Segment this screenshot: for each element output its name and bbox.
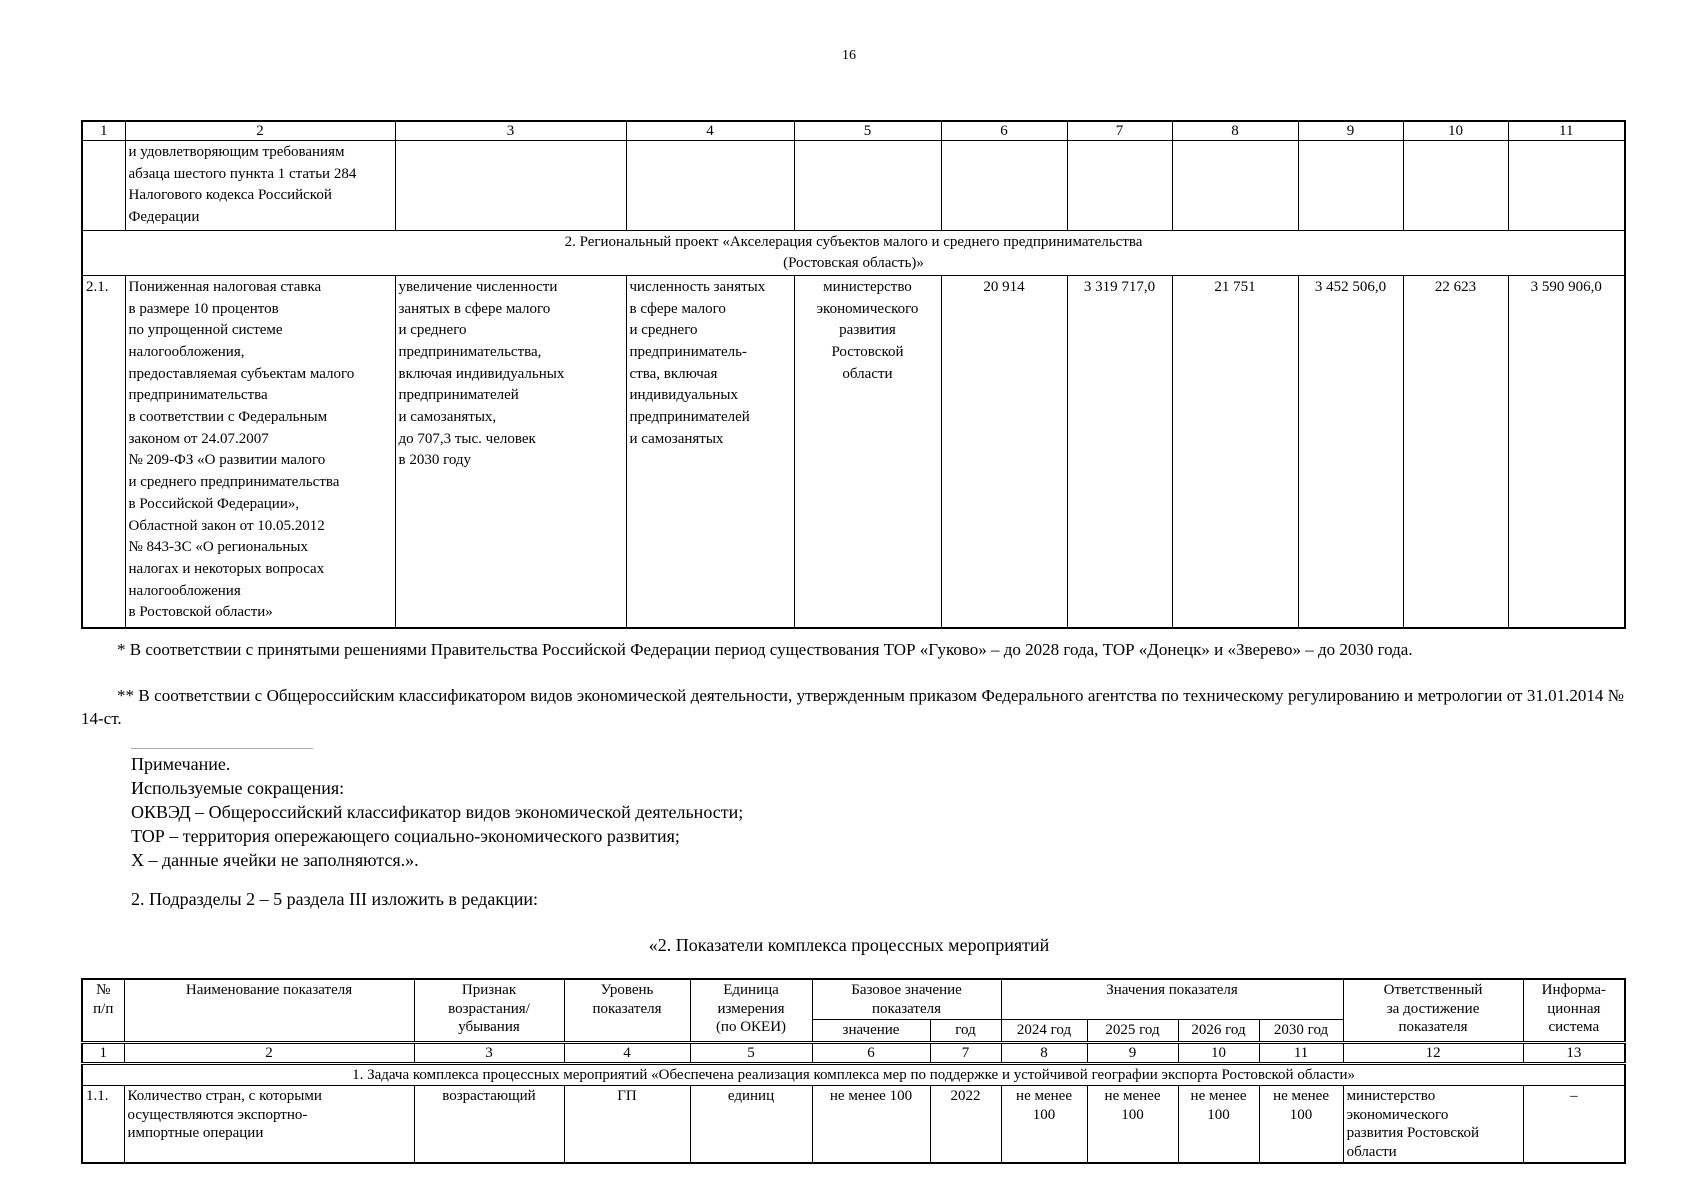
header-sign: Признак возрастания/ убывания bbox=[414, 979, 564, 1042]
task-header: 1. Задача комплекса процессных мероприятий «Обеспечена реализация комплекса мер по поддержке и устойчивой географии экспорта Ростовской области» bbox=[82, 1063, 1625, 1086]
value-2030: не менее 100 bbox=[1259, 1086, 1343, 1164]
col-number: 2 bbox=[124, 1042, 414, 1063]
col-number: 8 bbox=[1001, 1042, 1087, 1063]
col-number: 9 bbox=[1298, 121, 1403, 141]
table-cell bbox=[1298, 141, 1403, 231]
measure-indicator: численность занятых в сфере малого и среднего предприниматель- ства, включая индивидуальных предпринимателей и самозанятых bbox=[626, 275, 794, 628]
col-number: 8 bbox=[1172, 121, 1298, 141]
table-row bbox=[82, 275, 1625, 628]
header-2030: 2030 год bbox=[1259, 1020, 1343, 1043]
base-value: не менее 100 bbox=[812, 1086, 930, 1164]
col-number: 6 bbox=[941, 121, 1067, 141]
table-cell bbox=[626, 141, 794, 231]
table-cell: и удовлетворяющим требованиям абзаца шестого пункта 1 статьи 284 Налогового кодекса Российской Федерации bbox=[125, 141, 395, 231]
col-number: 12 bbox=[1343, 1042, 1523, 1063]
value-cell: 3 319 717,0 bbox=[1067, 275, 1172, 628]
value-cell: 3 452 506,0 bbox=[1298, 275, 1403, 628]
measure-goal: увеличение численности занятых в сфере малого и среднего предпринимательства, включая индивидуальных предпринимателей и самозанятых, до 707,3 тыс. человек в 2030 году bbox=[395, 275, 626, 628]
responsible-body: министерство экономического развития Ростовской области bbox=[1343, 1086, 1523, 1164]
col-number: 11 bbox=[1259, 1042, 1343, 1063]
col-number: 1 bbox=[82, 1042, 124, 1063]
col-number: 7 bbox=[1067, 121, 1172, 141]
indicator-sign: возрастающий bbox=[414, 1086, 564, 1164]
header-num: № п/п bbox=[82, 979, 124, 1042]
header-2026: 2026 год bbox=[1178, 1020, 1259, 1043]
col-number: 6 bbox=[812, 1042, 930, 1063]
col-number: 3 bbox=[414, 1042, 564, 1063]
divider bbox=[131, 748, 313, 749]
col-number: 9 bbox=[1087, 1042, 1178, 1063]
table-cell bbox=[82, 141, 125, 231]
header-values: Значения показателя bbox=[1001, 979, 1343, 1020]
table-cell bbox=[941, 141, 1067, 231]
measure-name: Пониженная налоговая ставка в размере 10 процентов по упрощенной системе налогообложения, предоставляемая субъектам малого предпринимательства в соответствии с Федеральным законом от 24.07.2007 № 209-ФЗ «О развитии малого и среднего предпринимательства в Российской Федерации», Областной закон от 10.05.2012 № 843-ЗС «О региональных налогах и некоторых вопросах налогообложения в Ростовской области» bbox=[125, 275, 395, 628]
col-number: 10 bbox=[1178, 1042, 1259, 1063]
task-row bbox=[82, 1063, 1625, 1086]
note-title: Примечание. bbox=[131, 754, 231, 774]
row-number: 2.1. bbox=[82, 275, 125, 628]
tax-benefits-table bbox=[81, 120, 1626, 629]
section-header-row bbox=[82, 230, 1625, 275]
header-base-value: значение bbox=[812, 1020, 930, 1043]
col-number: 13 bbox=[1523, 1042, 1625, 1063]
col-number: 4 bbox=[626, 121, 794, 141]
header-system: Информа- ционная система bbox=[1523, 979, 1625, 1042]
abbr-tor: ТОР – территория опережающего социально-экономического развития; bbox=[131, 826, 680, 846]
header-responsible: Ответственный за достижение показателя bbox=[1343, 979, 1523, 1042]
col-number: 5 bbox=[794, 121, 941, 141]
continuation-row bbox=[82, 141, 1625, 231]
col-number: 1 bbox=[82, 121, 125, 141]
column-numbers-row bbox=[82, 1042, 1625, 1063]
abbreviations-title: Используемые сокращения: bbox=[131, 778, 345, 798]
header-row bbox=[82, 979, 1625, 1020]
col-number: 2 bbox=[125, 121, 395, 141]
abbr-okved: ОКВЭД – Общероссийский классификатор видов экономической деятельности; bbox=[131, 802, 744, 822]
value-2025: не менее 100 bbox=[1087, 1086, 1178, 1164]
page-number: 16 bbox=[842, 48, 856, 63]
value-cell: 3 590 906,0 bbox=[1508, 275, 1625, 628]
table-cell bbox=[1172, 141, 1298, 231]
section-header: 2. Региональный проект «Акселерация субъектов малого и среднего предпринимательства (Ростовская область)» bbox=[82, 230, 1625, 275]
section-title: «2. Показатели комплекса процессных мероприятий bbox=[648, 935, 1050, 955]
header-level: Уровень показателя bbox=[564, 979, 690, 1042]
value-cell: 21 751 bbox=[1172, 275, 1298, 628]
amendment-text: 2. Подразделы 2 – 5 раздела III изложить в редакции: bbox=[131, 889, 538, 909]
responsible-body: министерство экономического развития Ростовской области bbox=[794, 275, 941, 628]
indicator-level: ГП bbox=[564, 1086, 690, 1164]
table-cell bbox=[794, 141, 941, 231]
header-2025: 2025 год bbox=[1087, 1020, 1178, 1043]
indicators-table bbox=[81, 978, 1626, 1164]
row-number: 1.1. bbox=[82, 1086, 124, 1164]
header-base-year: год bbox=[930, 1020, 1001, 1043]
col-number: 3 bbox=[395, 121, 626, 141]
col-number: 10 bbox=[1403, 121, 1508, 141]
col-number: 7 bbox=[930, 1042, 1001, 1063]
table-cell bbox=[1508, 141, 1625, 231]
header-base: Базовое значение показателя bbox=[812, 979, 1001, 1020]
footnote-1: * В соответствии с принятыми решениями Правительства Российской Федерации период существования ТОР «Гуково» – до 2028 года, ТОР «Донецк» и «Зверево» – до 2030 года. bbox=[117, 640, 1413, 659]
col-number: 11 bbox=[1508, 121, 1625, 141]
value-cell: 20 914 bbox=[941, 275, 1067, 628]
abbr-x: Х – данные ячейки не заполняются.». bbox=[131, 850, 419, 870]
information-system: – bbox=[1523, 1086, 1625, 1164]
indicator-name: Количество стран, с которыми осуществляются экспортно- импортные операции bbox=[124, 1086, 414, 1164]
value-cell: 22 623 bbox=[1403, 275, 1508, 628]
base-year: 2022 bbox=[930, 1086, 1001, 1164]
indicator-unit: единиц bbox=[690, 1086, 812, 1164]
value-2024: не менее 100 bbox=[1001, 1086, 1087, 1164]
table-cell bbox=[1403, 141, 1508, 231]
header-2024: 2024 год bbox=[1001, 1020, 1087, 1043]
table-cell bbox=[395, 141, 626, 231]
col-number: 5 bbox=[690, 1042, 812, 1063]
table-row bbox=[82, 1086, 1625, 1164]
header-name: Наименование показателя bbox=[124, 979, 414, 1042]
header-unit: Единица измерения (по ОКЕИ) bbox=[690, 979, 812, 1042]
footnote-2: ** В соответствии с Общероссийским классификатором видов экономической деятельности, утвержденным приказом Федерального агентства по техническому регулированию и метрологии от 31.01.2014 № 14-ст. bbox=[81, 686, 1624, 728]
col-number: 4 bbox=[564, 1042, 690, 1063]
table-cell bbox=[1067, 141, 1172, 231]
value-2026: не менее 100 bbox=[1178, 1086, 1259, 1164]
column-numbers-row bbox=[82, 121, 1625, 141]
